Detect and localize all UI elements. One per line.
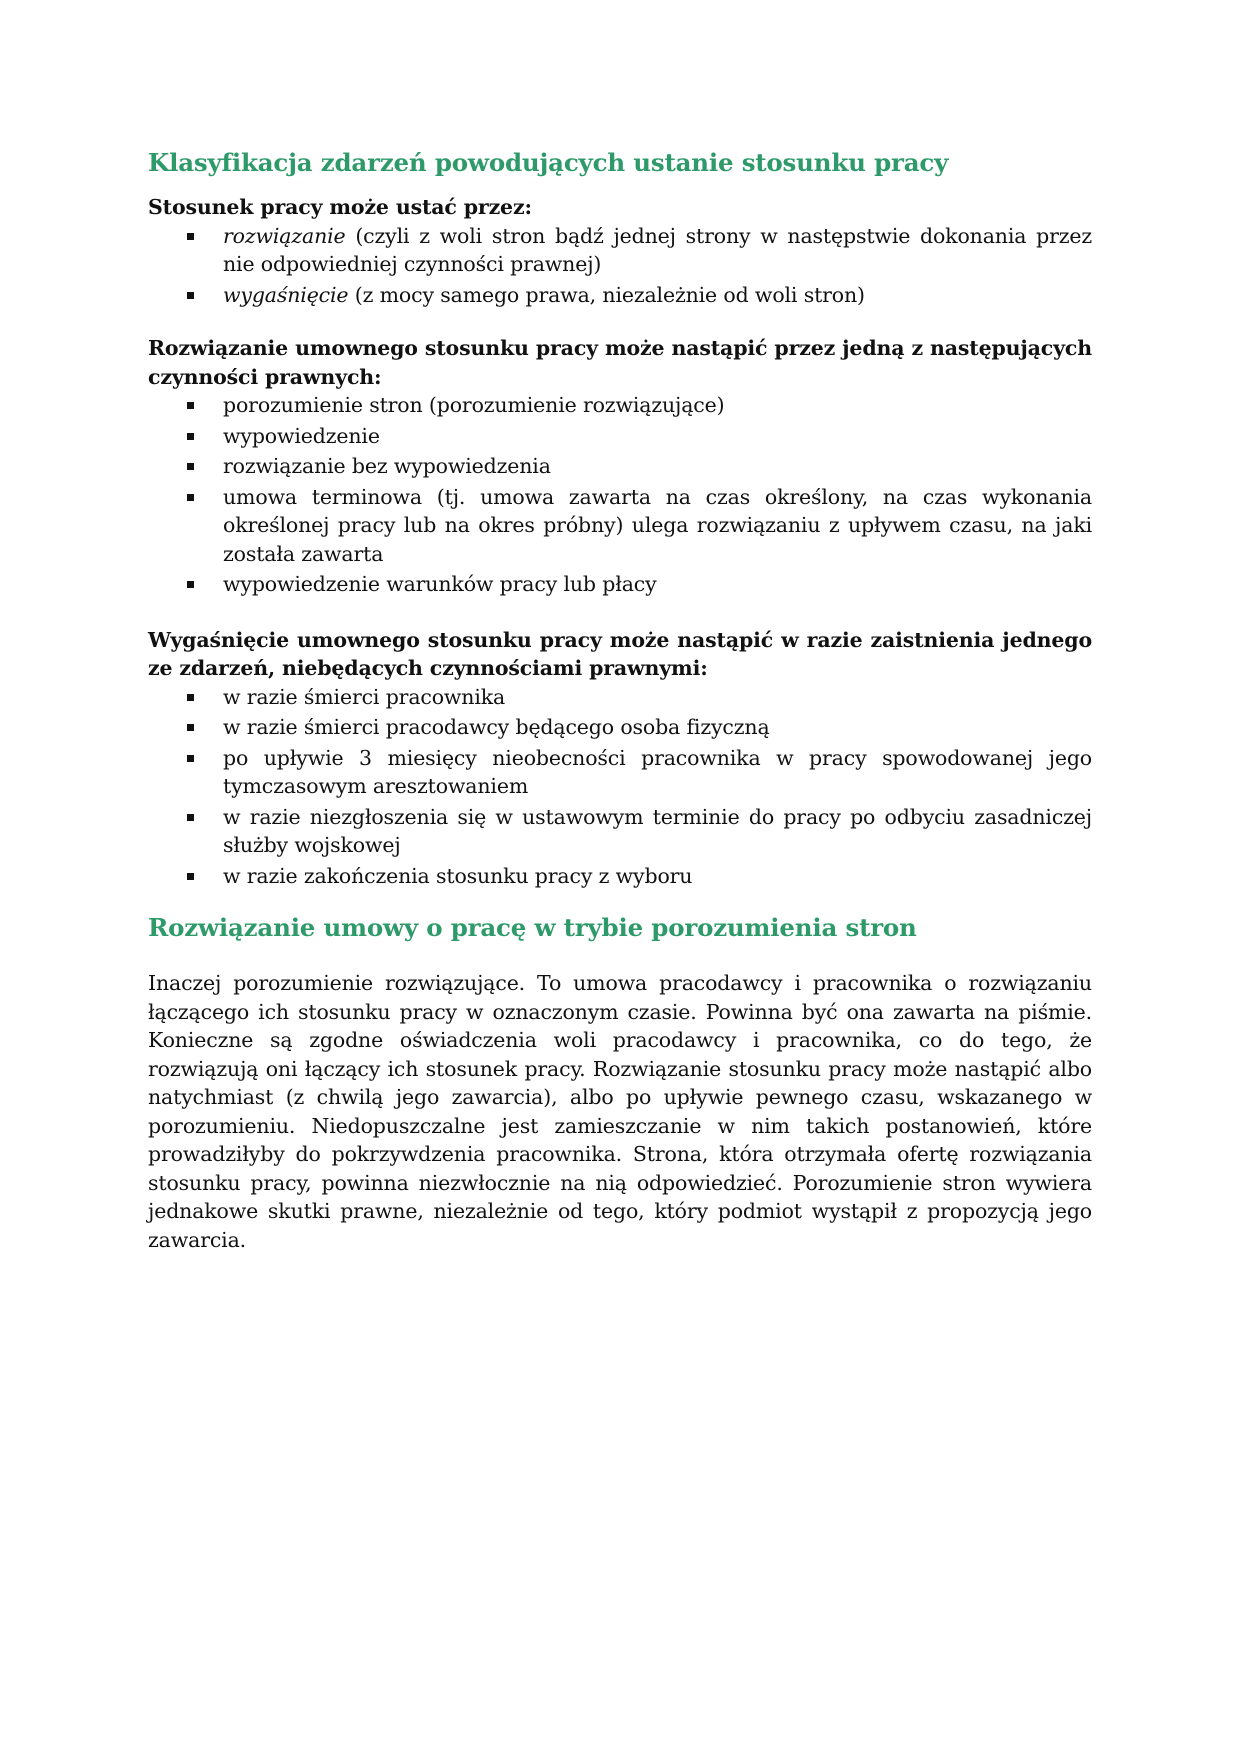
- termination-ways-list: [148, 222, 1092, 310]
- list-item-text: po upływie 3 miesięcy nieobecności pracownika w pracy spowodowanej jego tymczasowym aresztowaniem: [223, 745, 1092, 798]
- term-description: (z mocy samego prawa, niezależnie od woli stron): [348, 282, 865, 307]
- list-item-text: wypowiedzenie: [223, 423, 380, 448]
- lead-text-dissolution: Rozwiązanie umownego stosunku pracy może nastąpić przez jedną z następujących czynności prawnych:: [148, 336, 1092, 389]
- list-item-text: porozumienie stron (porozumienie rozwiązujące): [223, 393, 725, 417]
- list-item: [148, 744, 1092, 801]
- mutual-agreement-paragraph: Inaczej porozumienie rozwiązujące. To umowa pracodawcy i pracownika o rozwiązaniu łączącego ich stosunku pracy w oznaczonym czasie. Powinna być ona zawarta na piśmie. Konieczne są zgodne oświadczenia woli pracodawcy i pracownika, co do tego, że rozwiązują oni łączący ich stosunek pracy. Rozwiązanie stosunku pracy może nastąpić albo natychmiast (z chwilą jego zawarcia), albo po upływie pewnego czasu, wskazanego w porozumieniu. Niedopuszczalne jest zamieszczanie w nim takich postanowień, które prowadziłyby do pokrzywdzenia pracownika. Strona, która otrzymała ofertę rozwiązania stosunku pracy, powinna niezwłocznie na nią odpowiedzieć. Porozumienie stron wywiera jednakowe skutki prawne, niezależnie od tego, który podmiot wystąpił z propozycją jego zawarcia.: [148, 971, 1092, 1252]
- term-label: rozwiązanie: [223, 223, 346, 248]
- spacer: [148, 601, 1092, 626]
- document-body: [148, 146, 1092, 1254]
- square-bullet-icon: [187, 233, 194, 240]
- dissolution-acts-list: [148, 391, 1092, 599]
- square-bullet-icon: [187, 463, 194, 470]
- expiration-events-list: [148, 683, 1092, 891]
- list-item: [148, 281, 1092, 310]
- square-bullet-icon: [187, 433, 194, 440]
- list-item: [148, 483, 1092, 569]
- list-item-text: w razie zakończenia stosunku pracy z wyboru: [223, 863, 693, 888]
- list-item: [148, 713, 1092, 742]
- spacer: [148, 311, 1092, 334]
- section-heading-mutual-agreement: Rozwiązanie umowy o pracę w trybie porozumienia stron: [148, 913, 917, 942]
- square-bullet-icon: [187, 402, 194, 409]
- spacer: [148, 180, 1092, 193]
- term-label: wygaśnięcie: [223, 282, 349, 307]
- square-bullet-icon: [187, 494, 194, 501]
- lead-text-termination-ways: Stosunek pracy może ustać przez:: [148, 195, 532, 219]
- list-item: [148, 422, 1092, 451]
- term-description: (czyli z woli stron bądź jednej strony w następstwie dokonania przez nie odpowiedniej czynności prawnej): [223, 223, 1092, 276]
- spacer: [148, 892, 1092, 911]
- list-item-text: umowa terminowa (tj. umowa zawarta na czas określony, na czas wykonania określonej pracy lub na okres próbny) ulega rozwiązaniu z upływem czasu, na jaki została zawarta: [223, 484, 1092, 566]
- list-item-text: w razie śmierci pracodawcy będącego osoba fizyczną: [223, 715, 770, 739]
- section-heading-classification: Klasyfikacja zdarzeń powodujących ustanie stosunku pracy: [148, 148, 949, 177]
- list-item: [148, 803, 1092, 860]
- square-bullet-icon: [187, 814, 194, 821]
- list-item-text: wypowiedzenie warunków pracy lub płacy: [223, 572, 657, 596]
- square-bullet-icon: [187, 755, 194, 762]
- list-item: [148, 391, 1092, 420]
- list-item-text: w razie śmierci pracownika: [223, 684, 506, 709]
- square-bullet-icon: [187, 581, 194, 588]
- lead-text-expiration: Wygaśnięcie umownego stosunku pracy może nastąpić w razie zaistnienia jednego ze zdarzeń, niebędących czynnościami prawnymi:: [148, 627, 1092, 680]
- list-item: [148, 683, 1092, 712]
- square-bullet-icon: [187, 873, 194, 880]
- list-item: [148, 570, 1092, 599]
- list-item: [148, 452, 1092, 481]
- spacer: [148, 945, 1092, 969]
- square-bullet-icon: [187, 292, 194, 299]
- list-item: [148, 222, 1092, 279]
- list-item-text: rozwiązanie bez wypowiedzenia: [223, 454, 551, 478]
- square-bullet-icon: [187, 724, 194, 731]
- list-item-text: w razie niezgłoszenia się w ustawowym terminie do pracy po odbyciu zasadniczej służby wojskowej: [223, 804, 1092, 857]
- square-bullet-icon: [187, 694, 194, 701]
- list-item: [148, 862, 1092, 891]
